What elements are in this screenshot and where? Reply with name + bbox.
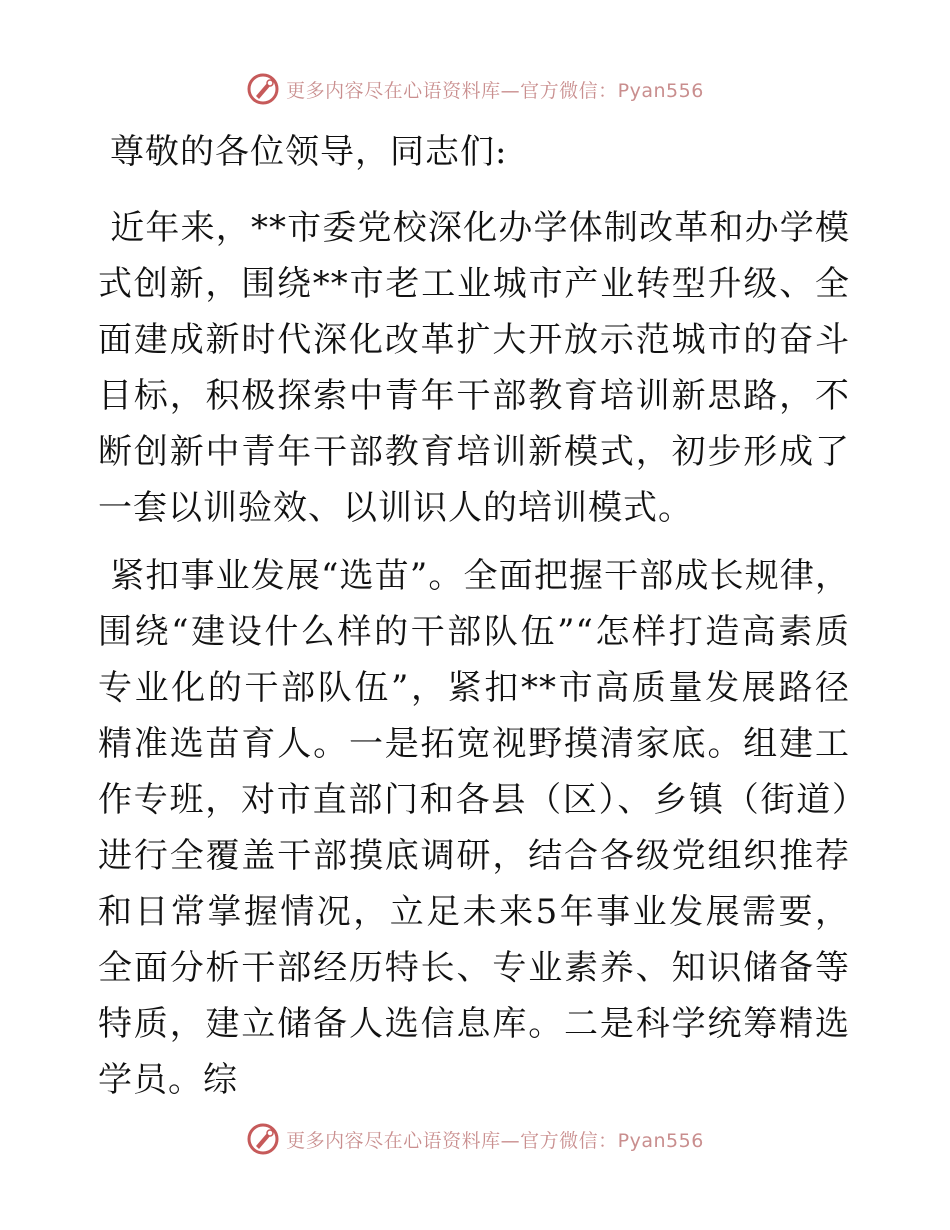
salutation-text: 尊敬的各位领导，同志们: (110, 132, 508, 172)
paragraph-1-text: 近年来，**市委党校深化办学体制改革和办学模式创新，围绕**市老工业城市产业转型升级、全面建成新时代深化改革扩大开放示范城市的奋斗目标，积极探索中青年干部教育培训新思路，不断创新中青年干部教育培训新模式，初步形成了一套以训验效、以训识人的培训模式。 (98, 208, 850, 528)
header-watermark (0, 72, 950, 106)
footer-watermark (0, 1122, 950, 1156)
paragraph-1 (98, 200, 850, 536)
watermark-text: 更多内容尽在心语资料库—官方微信：Pyan556 (286, 79, 704, 102)
watermark-text: 更多内容尽在心语资料库—官方微信：Pyan556 (286, 1129, 704, 1152)
pen-nib-circle-icon (246, 1122, 280, 1156)
document-body (98, 124, 850, 1120)
pen-nib-circle-icon (246, 72, 280, 106)
paragraph-2 (98, 548, 850, 1108)
paragraph-2-text: 紧扣事业发展“选苗”。全面把握干部成长规律，围绕“建设什么样的干部队伍”“怎样打造高素质专业化的干部队伍”，紧扣**市高质量发展路径精准选苗育人。一是拓宽视野摸清家底。组建工作专班，对市直部门和各县（区）、乡镇（街道）进行全覆盖干部摸底调研，结合各级党组织推荐和日常掌握情况，立足未来5年事业发展需要，全面分析干部经历特长、专业素养、知识储备等特质，建立储备人选信息库。二是科学统筹精选学员。综 (98, 556, 850, 1100)
salutation (98, 124, 850, 180)
